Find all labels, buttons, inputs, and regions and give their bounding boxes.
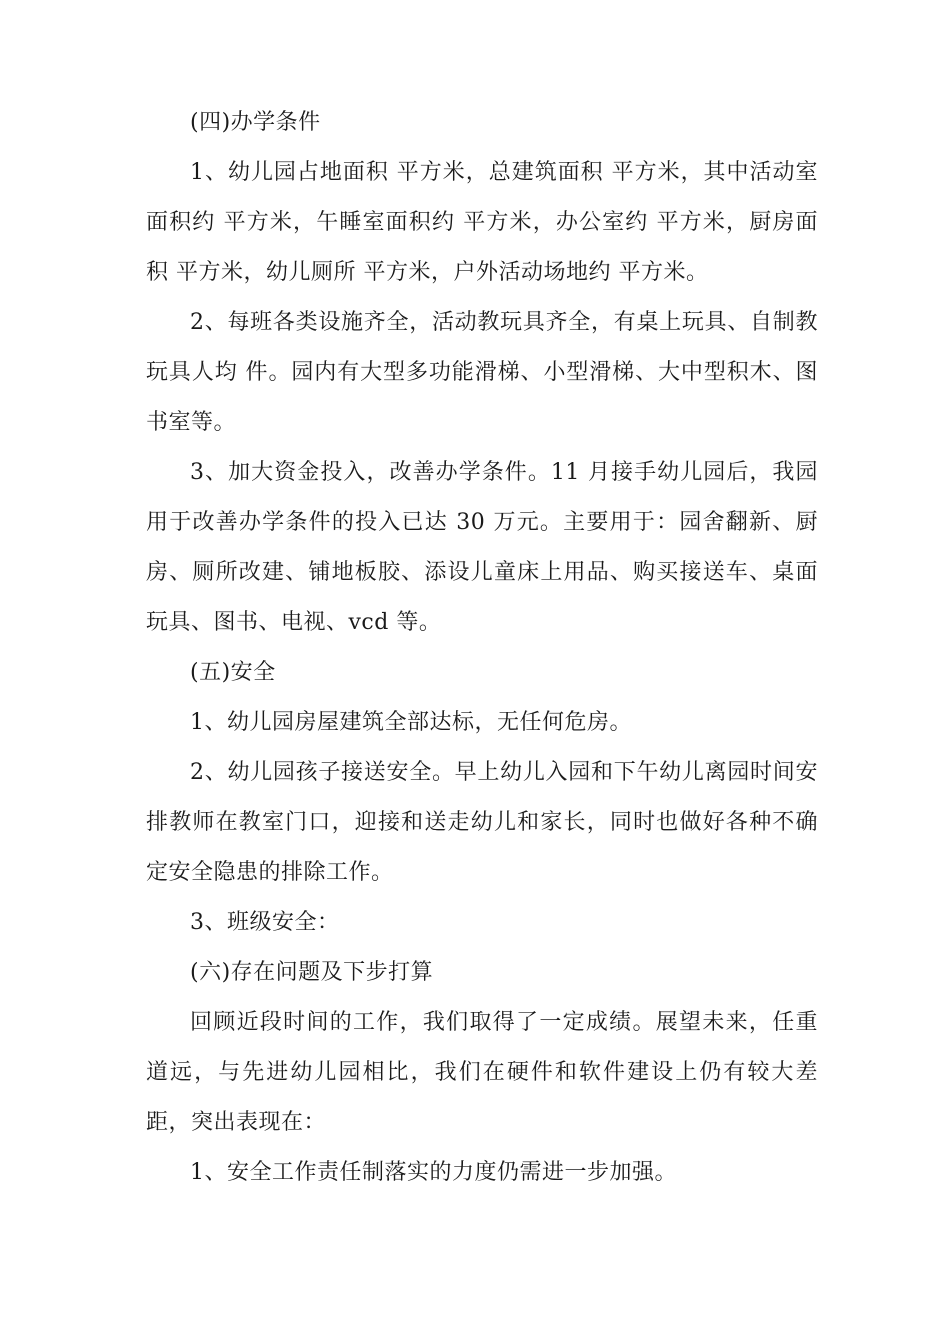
- document-body: [146, 98, 818, 1198]
- section-heading-safety: (五)安全: [190, 660, 276, 685]
- paragraph-area: 1、幼儿园占地面积 平方米，总建筑面积 平方米，其中活动室面积约 平方米，午睡室面积约 平方米，办公室约 平方米，厨房面积 平方米，幼儿厕所 平方米，户外活动场地约 平方米。: [146, 160, 818, 285]
- paragraph-responsibility: 1、安全工作责任制落实的力度仍需进一步加强。: [190, 1160, 677, 1185]
- section-heading-problems: (六)存在问题及下步打算: [190, 960, 434, 985]
- paragraph-buildings: 1、幼儿园房屋建筑全部达标，无任何危房。: [190, 710, 632, 735]
- paragraph-facilities: 2、每班各类设施齐全，活动教玩具齐全，有桌上玩具、自制教玩具人均 件。园内有大型多功能滑梯、小型滑梯、大中型积木、图书室等。: [146, 310, 818, 435]
- section-heading-conditions: (四)办学条件: [190, 110, 321, 135]
- paragraph-review: 回顾近段时间的工作，我们取得了一定成绩。展望未来，任重道远，与先进幼儿园相比，我们在硬件和软件建设上仍有较大差距，突出表现在：: [146, 1010, 818, 1135]
- paragraph-investment: 3、加大资金投入，改善办学条件。11 月接手幼儿园后，我园用于改善办学条件的投入已达 30 万元。主要用于：园舍翻新、厨房、厕所改建、铺地板胶、添设儿童床上用品、购买接送车、桌面玩具、图书、电视、vcd 等。: [146, 460, 818, 635]
- paragraph-class-safety: 3、班级安全：: [190, 910, 340, 935]
- paragraph-pickup-safety: 2、幼儿园孩子接送安全。早上幼儿入园和下午幼儿离园时间安排教师在教室门口，迎接和送走幼儿和家长，同时也做好各种不确定安全隐患的排除工作。: [146, 760, 818, 885]
